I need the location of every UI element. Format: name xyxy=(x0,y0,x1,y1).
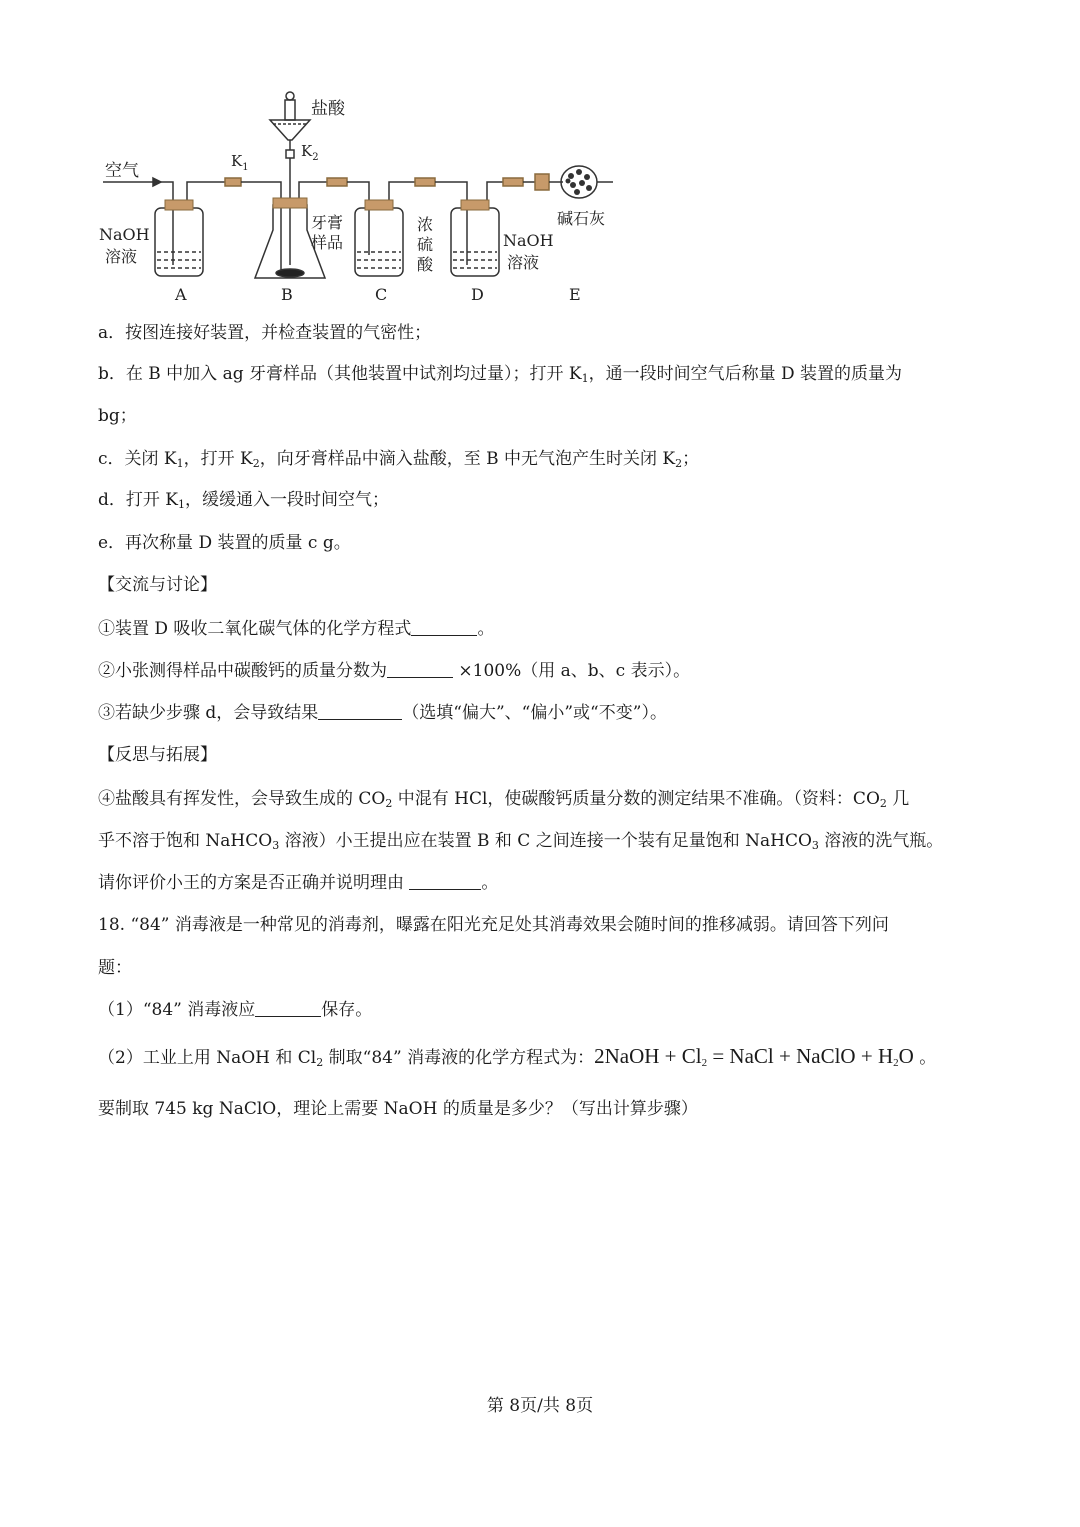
naoh-a-label: NaOH xyxy=(99,225,150,244)
bottle-label-e: E xyxy=(569,285,581,304)
reflection-heading: 【反思与拓展】 xyxy=(98,745,217,765)
bottle-label-c: C xyxy=(375,285,388,304)
answer-blank-4[interactable] xyxy=(409,873,481,890)
question-3: ③若缺少步骤 d，会导致结果 （选填“偏大”、“偏小”或“不变”）。 xyxy=(98,703,667,723)
step-d: d．打开 $K_1$，缓缓通入一段时间空气； xyxy=(98,490,389,511)
answer-blank-2[interactable] xyxy=(387,661,453,678)
q18-part-1: （1）“84” 消毒液应 保存。 xyxy=(98,1000,373,1020)
question-1: ①装置 D 吸收二氧化碳气体的化学方程式 。 xyxy=(98,619,495,639)
k2-label: $K_2$ xyxy=(301,142,319,163)
toothpaste-label: 牙膏 xyxy=(311,213,344,232)
page-number: 第 8页/共 8页 xyxy=(486,1396,594,1416)
naoh-d-solution-label: 溶液 xyxy=(507,253,540,272)
bottle-label-a: A xyxy=(175,285,187,304)
discussion-heading: 【交流与讨论】 xyxy=(98,575,217,595)
apparatus-diagram xyxy=(95,80,625,310)
answer-blank-5[interactable] xyxy=(255,1000,321,1017)
bottle-label-b: B xyxy=(281,285,293,304)
reflection-line-2: 乎不溶于饱和 NaHCO$_3$ 溶液）小王提出应在装置 B 和 C 之间连接一个装有足量饱和 NaHCO$_3$ 溶液的洗气瓶。 xyxy=(98,831,944,852)
answer-blank-1[interactable] xyxy=(411,619,477,636)
naoh-a-solution-label: 溶液 xyxy=(105,247,138,266)
h2so4-label-1: 浓 xyxy=(417,215,434,234)
bottle-label-d: D xyxy=(471,285,484,304)
air-label: 空气 xyxy=(105,161,139,181)
q18-intro-cont: 题： xyxy=(98,958,132,978)
reflection-line-3: 请你评价小王的方案是否正确并说明理由 。 xyxy=(98,873,499,893)
sample-label: 样品 xyxy=(311,233,344,252)
step-e: e．再次称量 D 装置的质量 c g。 xyxy=(98,533,351,553)
step-c: c．关闭 $K_1$，打开 $K_2$，向牙膏样品中滴入盐酸，至 B 中无气泡产生时关闭 $K_2$； xyxy=(98,449,700,470)
chemical-equation: 2NaOH + $Cl_2$ = NaCl + NaClO + $H_2O$ xyxy=(594,1044,914,1069)
h2so4-label-3: 酸 xyxy=(417,255,434,274)
naoh-d-label: NaOH xyxy=(503,231,554,250)
reflection-line-1: ④盐酸具有挥发性，会导致生成的 $CO_2$ 中混有 HCl，使碳酸钙质量分数的测定结果不准确。（资料：$CO_2$ 几 xyxy=(98,789,910,810)
question-2: ②小张测得样品中碳酸钙的质量分数为 ×100%（用 a、b、c 表示）。 xyxy=(98,661,691,681)
soda-lime-label: 碱石灰 xyxy=(557,209,606,228)
step-b: b．在 B 中加入 ag 牙膏样品（其他装置中试剂均过量）；打开 $K_1$，通一段时间空气后称量 D 装置的质量为 xyxy=(98,364,903,385)
acid-label: 盐酸 xyxy=(311,99,345,119)
answer-blank-3[interactable] xyxy=(318,703,402,720)
q18-part-2-question: 要制取 745 kg NaClO，理论上需要 NaOH 的质量是多少？（写出计算步骤） xyxy=(98,1099,698,1119)
k1-label: $K_1$ xyxy=(231,152,249,173)
q18-part-2: （2）工业上用 NaOH 和 $Cl_2$ 制取“84” 消毒液的化学方程式为：2NaOH + $Cl_2$ = NaCl + NaClO + $H_2O$ 。 xyxy=(98,1044,937,1069)
step-a: a．按图连接好装置，并检查装置的气密性； xyxy=(98,323,432,343)
h2so4-label-2: 硫 xyxy=(417,235,434,254)
q18-intro: 18. “84” 消毒液是一种常见的消毒剂，曝露在阳光充足处其消毒效果会随时间的推移减弱。请回答下列问 xyxy=(98,915,889,935)
step-b-cont: bg； xyxy=(98,406,137,426)
